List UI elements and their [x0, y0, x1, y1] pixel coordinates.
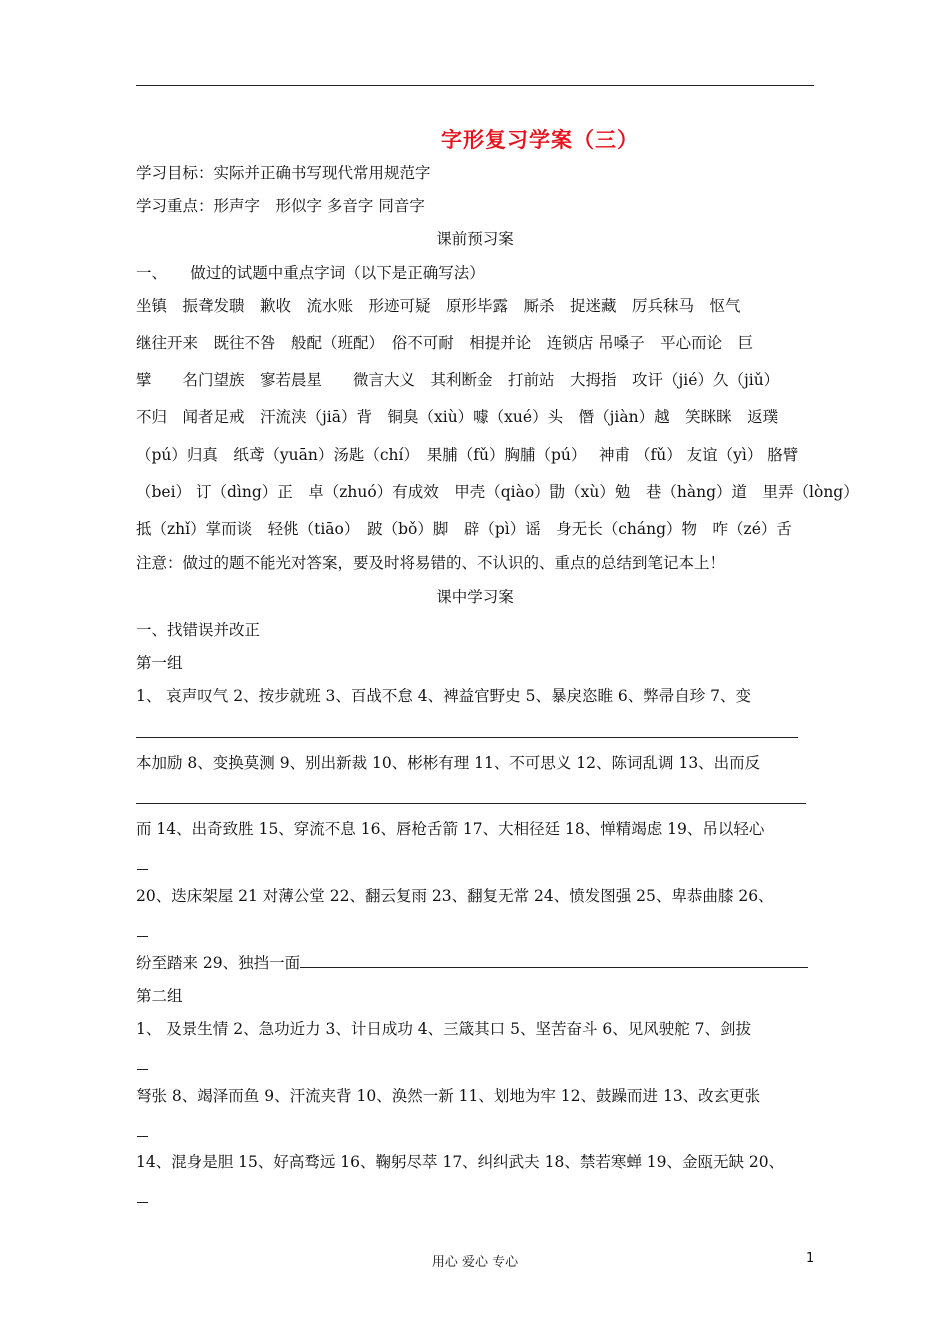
answer-line[interactable] [136, 737, 798, 738]
exercise-line: 弩张 8、竭泽而鱼 9、汗流夹背 10、涣然一新 11、划地为牢 12、鼓躁而进 13、改玄更张 [136, 1087, 761, 1105]
answer-line[interactable] [137, 1136, 148, 1137]
exercise-line: 14、混身是胆 15、好高骛远 16、鞠躬尽萃 17、纠纠武夫 18、禁若寒蝉 19、金瓯无缺 20、 [136, 1153, 785, 1171]
answer-line[interactable] [137, 936, 148, 937]
in-heading: 一、找错误并改正 [136, 621, 261, 639]
word-line: （bei） 订（dìng）正 卓（zhuó）有成效 甲壳（qiào）勖（xù）勉 巷（hàng）道 里弄（lòng） [136, 483, 859, 501]
word-line: 坐镇 振聋发聩 歉收 流水账 形迹可疑 原形毕露 厮杀 捉迷藏 厉兵秣马 怄气 [136, 297, 741, 315]
answer-line[interactable] [137, 1202, 148, 1203]
exercise-line: 1、 及景生情 2、急功近力 3、计日成功 4、三箴其口 5、坚苦奋斗 6、见风驶舵 7、剑拔 [136, 1020, 752, 1038]
section-heading-in: 课中学习案 [436, 588, 514, 606]
page-footer: 用心 爱心 专心 [431, 1255, 519, 1270]
answer-line[interactable] [137, 1069, 148, 1070]
note: 注意：做过的题不能光对答案，要及时将易错的、不认识的、重点的总结到笔记本上！ [136, 554, 726, 572]
header-rule [136, 85, 814, 86]
word-line: （pú）归真 纸鸢（yuān）汤匙（chí） 果脯（fǔ）胸脯（pú） 神甫 （fǔ） 友谊（yì） 胳臂 [136, 446, 799, 464]
answer-line[interactable] [300, 953, 808, 968]
learning-focus: 学习重点：形声字 形似字 多音字 同音字 [136, 197, 425, 215]
group-label: 第二组 [136, 987, 183, 1005]
exercise-line: 而 14、出奇致胜 15、穿流不息 16、唇枪舌箭 17、大相径廷 18、惮精竭虑 19、吊以轻心 [136, 820, 765, 838]
word-line: 继往开来 既往不咎 般配（班配） 俗不可耐 相提并论 连锁店 吊嗓子 平心而论 巨 [136, 334, 754, 352]
section-heading-pre: 课前预习案 [436, 230, 514, 248]
word-line: 不归 闻者足戒 汗流浃（jiā）背 铜臭（xiù）噱（xué）头 僭（jiàn）越 笑眯眯 返璞 [136, 408, 779, 426]
learning-goal: 学习目标：实际并正确书写现代常用规范字 [136, 164, 431, 182]
exercise-text: 纷至踏来 29、独挡一面 [136, 954, 301, 972]
exercise-line: 本加励 8、变换莫测 9、别出新裁 10、彬彬有理 11、不可思义 12、陈词乱调 13、出而反 [136, 754, 761, 772]
page-title: 字形复习学案（三） [441, 127, 639, 152]
word-line: 擘 名门望族 寥若晨星 微言大义 其利断金 打前站 大拇指 攻讦（jié）久（jiǔ） [136, 371, 780, 389]
page-number: 1 [806, 1251, 815, 1266]
answer-line[interactable] [136, 803, 806, 804]
word-line: 抵（zhǐ）掌而谈 轻佻（tiāo） 跛（bǒ）脚 辟（pì）谣 身无长（cháng）物 咋（zé）舌 [136, 520, 792, 538]
exercise-line: 20、迭床架屋 21 对薄公堂 22、翻云复雨 23、翻复无常 24、愤发图强 25、卑恭曲膝 26、 [136, 887, 774, 905]
exercise-line: 1、 哀声叹气 2、按步就班 3、百战不怠 4、裨益官野史 5、暴戾恣睢 6、弊帚自珍 7、变 [136, 687, 752, 705]
pre-heading: 一、 做过的试题中重点字词（以下是正确写法） [136, 264, 485, 282]
exercise-line [136, 953, 808, 973]
answer-line[interactable] [137, 869, 148, 870]
group-label: 第一组 [136, 654, 183, 672]
